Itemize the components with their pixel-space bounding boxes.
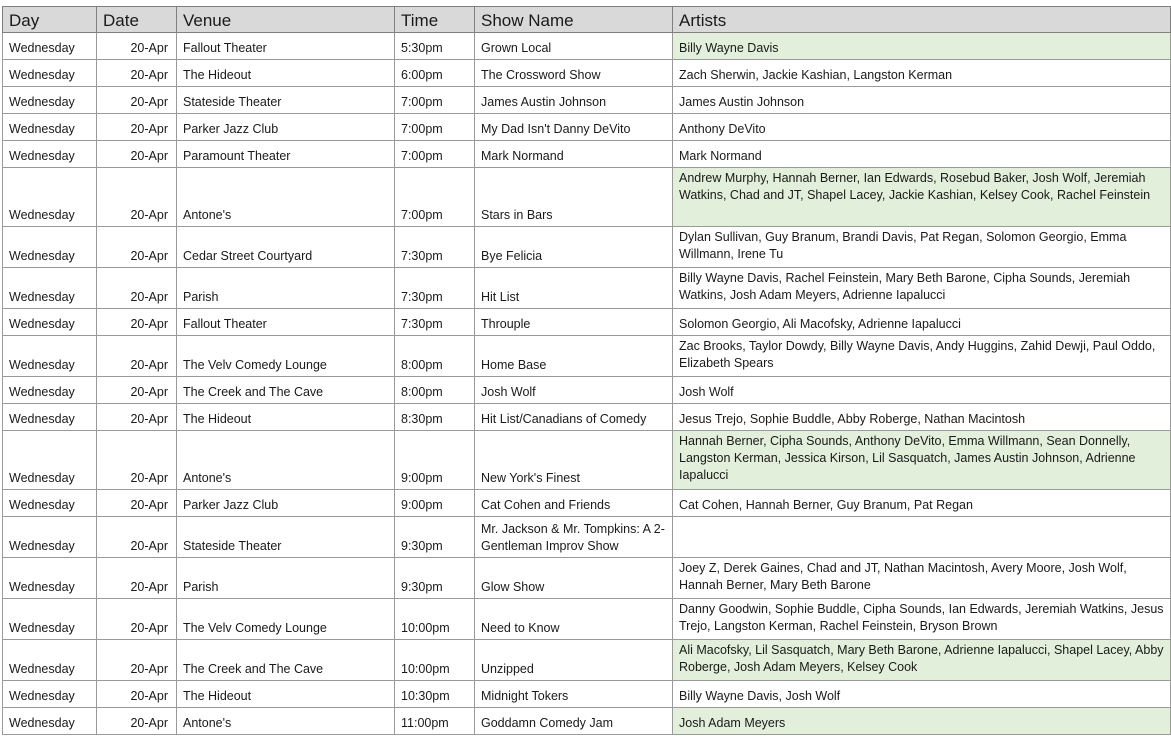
time-cell: 7:00pm [395, 168, 475, 227]
table-row [3, 599, 1171, 640]
venue-cell: Antone's [177, 168, 395, 227]
show-name-cell: Hit List [475, 268, 673, 309]
venue-cell: Cedar Street Courtyard [177, 227, 395, 268]
venue-cell: Antone's [177, 708, 395, 735]
date-cell: 20-Apr [97, 227, 177, 268]
table-row [3, 640, 1171, 681]
time-cell: 9:30pm [395, 517, 475, 558]
venue-cell: Fallout Theater [177, 33, 395, 60]
time-cell: 11:00pm [395, 708, 475, 735]
header-row [3, 7, 1171, 33]
date-cell: 20-Apr [97, 490, 177, 517]
venue-cell: The Velv Comedy Lounge [177, 336, 395, 377]
table-row [3, 708, 1171, 735]
date-cell: 20-Apr [97, 168, 177, 227]
show-name-cell: Home Base [475, 336, 673, 377]
time-cell: 7:30pm [395, 268, 475, 309]
venue-cell: Paramount Theater [177, 141, 395, 168]
show-name-cell: New York's Finest [475, 431, 673, 490]
day-cell: Wednesday [3, 431, 97, 490]
show-name-cell: Mark Normand [475, 141, 673, 168]
table-row [3, 33, 1171, 60]
time-cell: 8:30pm [395, 404, 475, 431]
table-row [3, 309, 1171, 336]
header-date: Date [97, 7, 177, 33]
venue-cell: The Velv Comedy Lounge [177, 599, 395, 640]
table-row [3, 490, 1171, 517]
day-cell: Wednesday [3, 517, 97, 558]
header-show-name: Show Name [475, 7, 673, 33]
date-cell: 20-Apr [97, 33, 177, 60]
day-cell: Wednesday [3, 168, 97, 227]
day-cell: Wednesday [3, 404, 97, 431]
day-cell: Wednesday [3, 490, 97, 517]
day-cell: Wednesday [3, 377, 97, 404]
show-name-cell: Stars in Bars [475, 168, 673, 227]
venue-cell: Parish [177, 558, 395, 599]
artists-cell: Zac Brooks, Taylor Dowdy, Billy Wayne Davis, Andy Huggins, Zahid Dewji, Paul Oddo, Elizabeth Spears [673, 336, 1171, 377]
date-cell: 20-Apr [97, 268, 177, 309]
table-row [3, 681, 1171, 708]
show-name-cell: Unzipped [475, 640, 673, 681]
artists-cell: Josh Wolf [673, 377, 1171, 404]
artists-cell: Danny Goodwin, Sophie Buddle, Cipha Sounds, Ian Edwards, Jeremiah Watkins, Jesus Trejo, Langston Kerman, Rachel Feinstein, Bryson Brown [673, 599, 1171, 640]
show-name-cell: Grown Local [475, 33, 673, 60]
show-name-cell: Need to Know [475, 599, 673, 640]
date-cell: 20-Apr [97, 558, 177, 599]
table-row [3, 558, 1171, 599]
table-body [3, 33, 1171, 735]
artists-cell: Zach Sherwin, Jackie Kashian, Langston Kerman [673, 60, 1171, 87]
table-row [3, 431, 1171, 490]
time-cell: 7:00pm [395, 114, 475, 141]
date-cell: 20-Apr [97, 114, 177, 141]
venue-cell: The Hideout [177, 404, 395, 431]
date-cell: 20-Apr [97, 141, 177, 168]
time-cell: 7:30pm [395, 309, 475, 336]
time-cell: 5:30pm [395, 33, 475, 60]
day-cell: Wednesday [3, 87, 97, 114]
venue-cell: The Creek and The Cave [177, 377, 395, 404]
day-cell: Wednesday [3, 336, 97, 377]
table-row [3, 227, 1171, 268]
table-row [3, 336, 1171, 377]
date-cell: 20-Apr [97, 309, 177, 336]
time-cell: 10:00pm [395, 599, 475, 640]
day-cell: Wednesday [3, 558, 97, 599]
show-name-cell: Josh Wolf [475, 377, 673, 404]
artists-cell: Joey Z, Derek Gaines, Chad and JT, Nathan Macintosh, Avery Moore, Josh Wolf, Hannah Berner, Mary Beth Barone [673, 558, 1171, 599]
show-name-cell: Mr. Jackson & Mr. Tompkins: A 2-Gentleman Improv Show [475, 517, 673, 558]
day-cell: Wednesday [3, 33, 97, 60]
day-cell: Wednesday [3, 309, 97, 336]
artists-cell: Andrew Murphy, Hannah Berner, Ian Edwards, Rosebud Baker, Josh Wolf, Jeremiah Watkins, Chad and JT, Shapel Lacey, Jackie Kashian, Kelsey Cook, Rachel Feinstein [673, 168, 1171, 227]
show-name-cell: Throuple [475, 309, 673, 336]
venue-cell: Parker Jazz Club [177, 114, 395, 141]
venue-cell: Fallout Theater [177, 309, 395, 336]
day-cell: Wednesday [3, 268, 97, 309]
artists-cell: Josh Adam Meyers [673, 708, 1171, 735]
date-cell: 20-Apr [97, 681, 177, 708]
table-row [3, 517, 1171, 558]
table-row [3, 268, 1171, 309]
header-venue: Venue [177, 7, 395, 33]
table-row [3, 404, 1171, 431]
date-cell: 20-Apr [97, 640, 177, 681]
artists-cell: Mark Normand [673, 141, 1171, 168]
artists-cell [673, 517, 1171, 558]
venue-cell: Stateside Theater [177, 87, 395, 114]
time-cell: 10:30pm [395, 681, 475, 708]
venue-cell: The Hideout [177, 60, 395, 87]
artists-cell: Billy Wayne Davis, Josh Wolf [673, 681, 1171, 708]
header-day: Day [3, 7, 97, 33]
day-cell: Wednesday [3, 681, 97, 708]
day-cell: Wednesday [3, 114, 97, 141]
table-row [3, 114, 1171, 141]
header-time: Time [395, 7, 475, 33]
show-name-cell: Bye Felicia [475, 227, 673, 268]
artists-cell: Dylan Sullivan, Guy Branum, Brandi Davis, Pat Regan, Solomon Georgio, Emma Willmann, Irene Tu [673, 227, 1171, 268]
time-cell: 9:30pm [395, 558, 475, 599]
time-cell: 9:00pm [395, 431, 475, 490]
date-cell: 20-Apr [97, 404, 177, 431]
show-name-cell: James Austin Johnson [475, 87, 673, 114]
table-row [3, 168, 1171, 227]
venue-cell: Antone's [177, 431, 395, 490]
table-row [3, 60, 1171, 87]
venue-cell: The Hideout [177, 681, 395, 708]
venue-cell: Parker Jazz Club [177, 490, 395, 517]
day-cell: Wednesday [3, 708, 97, 735]
artists-cell: Ali Macofsky, Lil Sasquatch, Mary Beth Barone, Adrienne Iapalucci, Shapel Lacey, Abby Roberge, Josh Adam Meyers, Kelsey Cook [673, 640, 1171, 681]
date-cell: 20-Apr [97, 599, 177, 640]
artists-cell: Hannah Berner, Cipha Sounds, Anthony DeVito, Emma Willmann, Sean Donnelly, Langston Kerman, Jessica Kirson, Lil Sasquatch, James Austin Johnson, Adrienne Iapalucci [673, 431, 1171, 490]
schedule-table [2, 6, 1171, 735]
day-cell: Wednesday [3, 141, 97, 168]
artists-cell: Cat Cohen, Hannah Berner, Guy Branum, Pat Regan [673, 490, 1171, 517]
venue-cell: Parish [177, 268, 395, 309]
show-name-cell: Hit List/Canadians of Comedy [475, 404, 673, 431]
table-row [3, 141, 1171, 168]
show-name-cell: The Crossword Show [475, 60, 673, 87]
time-cell: 7:00pm [395, 87, 475, 114]
artists-cell: Solomon Georgio, Ali Macofsky, Adrienne Iapalucci [673, 309, 1171, 336]
date-cell: 20-Apr [97, 431, 177, 490]
venue-cell: Stateside Theater [177, 517, 395, 558]
date-cell: 20-Apr [97, 87, 177, 114]
time-cell: 6:00pm [395, 60, 475, 87]
day-cell: Wednesday [3, 640, 97, 681]
header-artists: Artists [673, 7, 1171, 33]
time-cell: 8:00pm [395, 377, 475, 404]
date-cell: 20-Apr [97, 60, 177, 87]
day-cell: Wednesday [3, 60, 97, 87]
date-cell: 20-Apr [97, 377, 177, 404]
day-cell: Wednesday [3, 227, 97, 268]
time-cell: 8:00pm [395, 336, 475, 377]
show-name-cell: Goddamn Comedy Jam [475, 708, 673, 735]
show-name-cell: My Dad Isn't Danny DeVito [475, 114, 673, 141]
date-cell: 20-Apr [97, 517, 177, 558]
artists-cell: Billy Wayne Davis [673, 33, 1171, 60]
artists-cell: Billy Wayne Davis, Rachel Feinstein, Mary Beth Barone, Cipha Sounds, Jeremiah Watkins, Josh Adam Meyers, Adrienne Iapalucci [673, 268, 1171, 309]
table-row [3, 87, 1171, 114]
table-row [3, 377, 1171, 404]
artists-cell: James Austin Johnson [673, 87, 1171, 114]
date-cell: 20-Apr [97, 336, 177, 377]
artists-cell: Anthony DeVito [673, 114, 1171, 141]
show-name-cell: Cat Cohen and Friends [475, 490, 673, 517]
day-cell: Wednesday [3, 599, 97, 640]
venue-cell: The Creek and The Cave [177, 640, 395, 681]
time-cell: 9:00pm [395, 490, 475, 517]
show-name-cell: Glow Show [475, 558, 673, 599]
date-cell: 20-Apr [97, 708, 177, 735]
artists-cell: Jesus Trejo, Sophie Buddle, Abby Roberge, Nathan Macintosh [673, 404, 1171, 431]
show-name-cell: Midnight Tokers [475, 681, 673, 708]
time-cell: 10:00pm [395, 640, 475, 681]
time-cell: 7:30pm [395, 227, 475, 268]
time-cell: 7:00pm [395, 141, 475, 168]
